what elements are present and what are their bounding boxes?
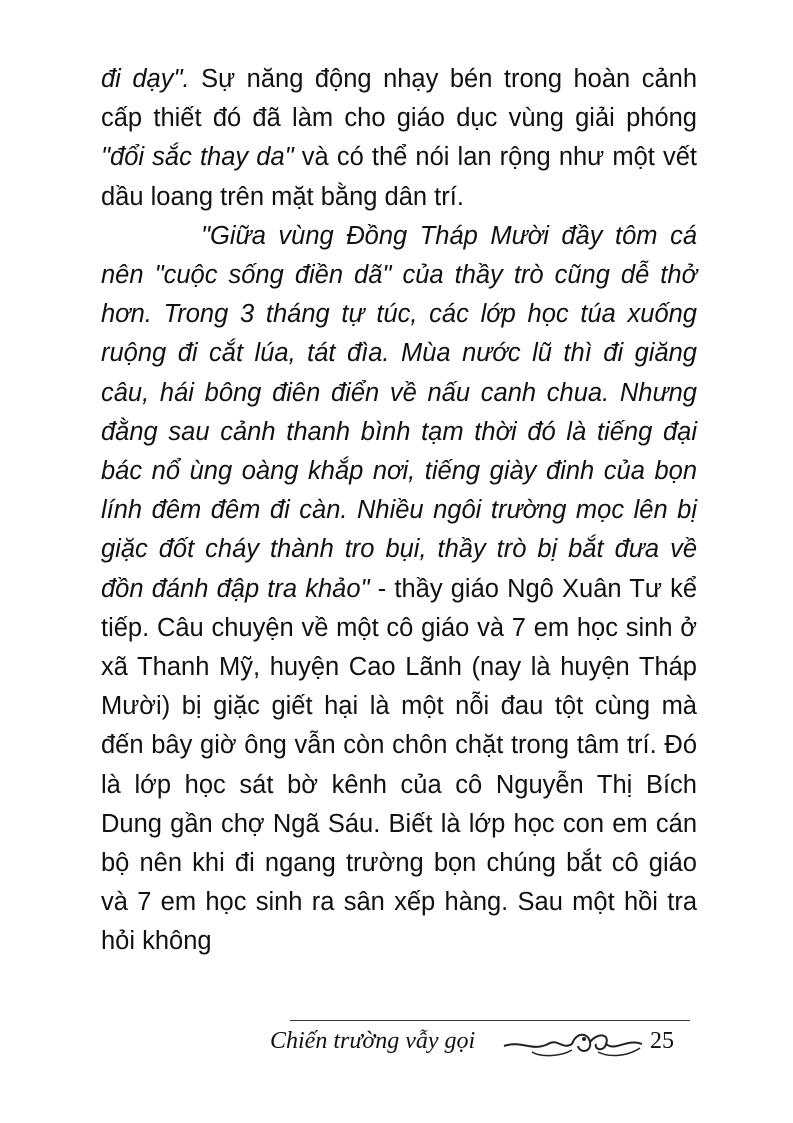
paragraph-text: - thầy giáo Ngô Xuân Tư kể tiếp. Câu chuyện về một cô giáo và 7 em học sinh ở xã Thanh Mỹ, huyện Cao Lãnh (nay là huyện Tháp Mười) bị giặc giết hại là một nỗi đau tột cùng mà đến bây giờ ông vẫn còn chôn chặt trong tâm trí. Đó là lớp học sát bờ kênh của cô Nguyễn Thị Bích Dung gần chợ Ngã Sáu. Biết là lớp học con em cán bộ nên khi đi ngang trường bọn chúng bắt cô giáo và 7 em học sinh ra sân xếp hàng. Sau một hồi tra hỏi không bbox=[101, 574, 698, 956]
italic-quote: "đổi sắc thay da" bbox=[101, 143, 294, 172]
footer-rule bbox=[290, 1020, 690, 1021]
running-title: Chiến trường vẫy gọi bbox=[270, 1028, 476, 1054]
page-number: 25 bbox=[650, 1028, 674, 1054]
paragraph-1 bbox=[101, 60, 697, 217]
paragraph-text: Sự năng động nhạy bén trong hoàn cảnh cấp thiết đó đã làm cho giáo dục vùng giải phóng bbox=[101, 65, 698, 133]
body-text bbox=[101, 60, 697, 962]
italic-text: đi dạy". bbox=[101, 65, 190, 93]
paragraph-2 bbox=[101, 217, 697, 962]
italic-quote: "Giữa vùng Đồng Tháp Mười đầy tôm cá nên "cuộc sống điền dã" của thầy trò cũng dễ thở hơn. Trong 3 tháng tự túc, các lớp học túa xuống ruộng đi cắt lúa, tát đìa. Mùa nước lũ thì đi giăng câu, hái bông điên điển về nấu canh chua. Nhưng đằng sau cảnh thanh bình tạm thời đó là tiếng đại bác nổ ùng oàng khắp nơi, tiếng giày đinh của bọn lính đêm đêm đi càn. Nhiều ngôi trường mọc lên bị giặc đốt cháy thành tro bụi, thầy trò bị bắt đưa về đồn đánh đập tra khảo" bbox=[101, 221, 697, 603]
flourish-ornament-icon bbox=[502, 1026, 662, 1060]
page-footer bbox=[270, 1020, 690, 1068]
paragraph-text: và có thể nói lan rộng như một vết dầu loang trên mặt bằng dân trí. bbox=[101, 143, 697, 211]
